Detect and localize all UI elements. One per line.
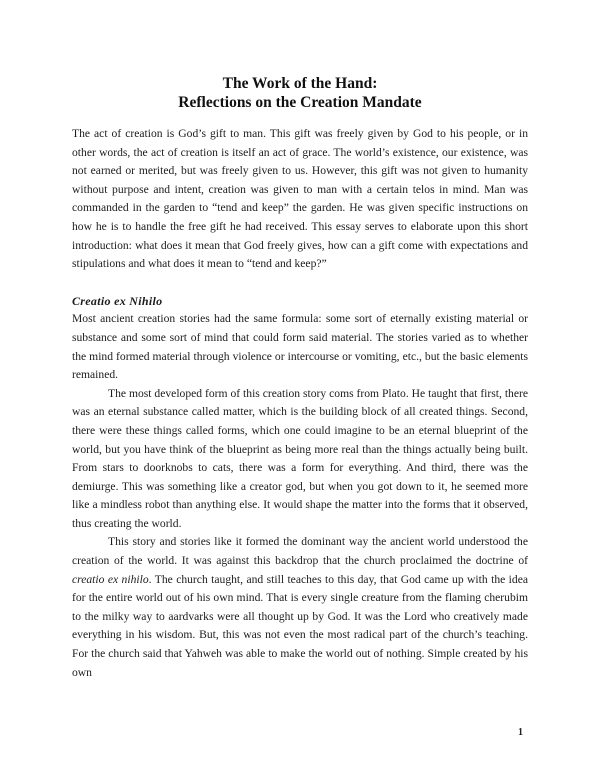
section-heading: Creatio ex Nihilo — [72, 293, 163, 308]
paragraph-3-text-end: . The church taught, and still teaches to this day, that God came up with the idea for the entire world out of his own mind. That is every single creature from the flaming cherubim to the milky way to aardvarks were all thought up by God. It was the Lord who creatively made everything in his wisdom. But, this was not even the most radical part of the church’s teaching. For the church said that Yahweh was able to make the world out of nothing. Simple created by his own — [72, 572, 528, 679]
paragraph-3-italic-term: creatio ex nihilo — [72, 572, 149, 586]
section-paragraph-2: The most developed form of this creation story coms from Plato. He taught that first, there was an eternal substance called matter, which is the building block of all created things. Second, there were these things called forms, which one could imagine to be an eternal blueprint of the world, but you have think of the blueprint as being more real than the things actually being built. From stars to doorknobs to cats, there was a form for everything. And third, there was the demiurge. This was something like a creator god, but when you got down to it, he seemed more like a mindless robot than anything else. It would shape the matter into the forms that it observed, thus creating the world. — [72, 386, 528, 530]
title-line-2: Reflections on the Creation Mandate — [178, 94, 422, 111]
title-line-1: The Work of the Hand: — [222, 75, 378, 92]
document-body — [72, 125, 528, 682]
document-title — [0, 74, 600, 112]
paragraph-3-text-start: This story and stories like it formed the dominant way the ancient world understood the creation of the world. It was against this backdrop that the church proclaimed the doctrine of — [72, 535, 528, 568]
section-paragraph-1: Most ancient creation stories had the same formula: some sort of eternally existing material or substance and some sort of mind that could form said material. The stories varied as to whether the mind formed material through violence or intercourse or vomiting, etc., but the basic elements remained. — [72, 312, 528, 382]
intro-paragraph: The act of creation is God’s gift to man. This gift was freely given by God to his people, or in other words, the act of creation is itself an act of grace. The world’s existence, our existence, was not earned or merited, but was freely given to us. However, this gift was not given to humanity without purpose and intent, creation was given to man with a certain telos in mind. Man was commanded in the garden to “tend and keep” the garden. He was given specific instructions on how he is to handle the free gift he had received. This essay serves to elaborate upon this short introduction: what does it mean that God freely gives, how can a gift come with expectations and stipulations and what does it mean to “tend and keep?” — [72, 127, 528, 271]
page-number: 1 — [518, 727, 523, 738]
section-paragraph-3 — [72, 533, 528, 682]
